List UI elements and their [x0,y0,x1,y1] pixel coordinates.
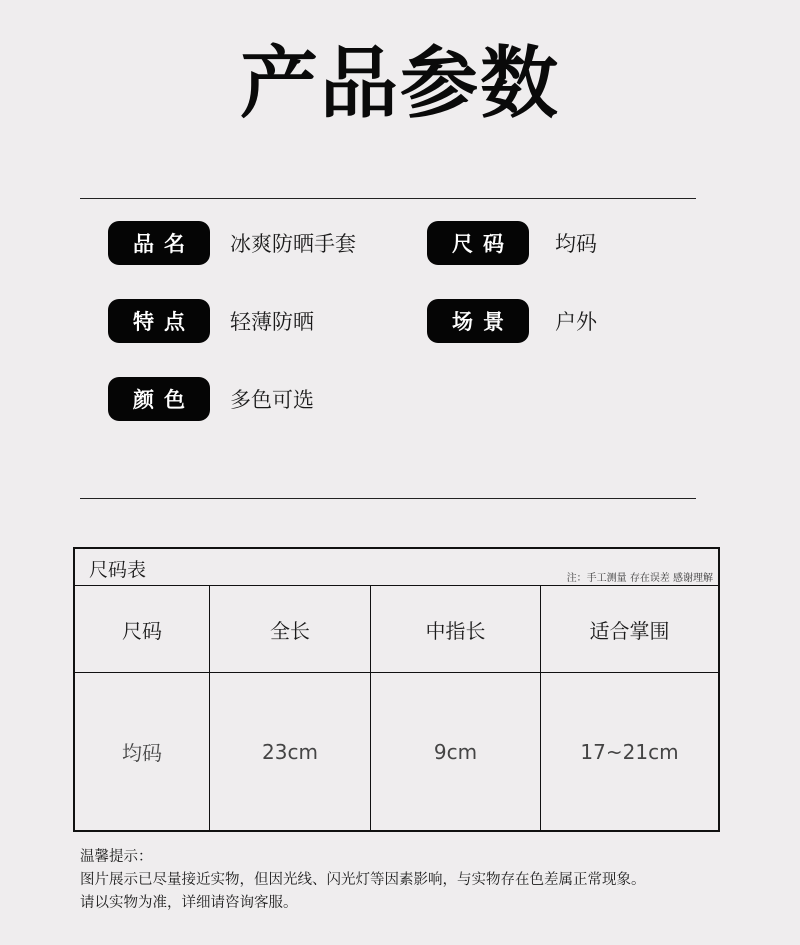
cell-middle-finger: 9cm [371,673,541,830]
tips-line-1: 图片展示已尽量接近实物，但因光线、闪光灯等因素影响，与实物存在色差属正常现象。 [80,872,646,888]
param-label-scene: 场景 [427,299,529,343]
tips-line-2: 请以实物为准，详细请咨询客服。 [80,895,298,911]
param-value-product-name: 冰爽防晒手套 [230,232,356,256]
param-value-scene: 户外 [555,310,597,334]
param-value-size: 均码 [555,232,597,256]
column-header-middle-finger: 中指长 [371,586,541,673]
param-feature [108,299,314,343]
size-table-title: 尺码表 [89,559,147,581]
warm-tips [80,846,646,915]
tips-heading: 温馨提示： [80,849,153,865]
page-title: 产品参数 [239,39,560,129]
cell-palm-circumference: 17~21cm [580,739,679,764]
param-product-name [108,221,356,265]
param-color [108,377,314,421]
size-table [73,547,720,832]
column-header-palm-circumference: 适合掌围 [541,586,718,673]
size-table-grid [75,586,718,830]
param-label-color: 颜色 [108,377,210,421]
size-table-note: 注：手工测量 存在误差 感谢理解 [566,573,713,584]
column-header-length: 全长 [210,586,371,673]
cell-size: 均码 [75,673,210,830]
param-label-size: 尺码 [427,221,529,265]
cell-length: 23cm [210,673,371,830]
bottom-divider [80,498,696,499]
top-divider [80,198,696,199]
param-label-feature: 特点 [108,299,210,343]
param-label-product-name: 品名 [108,221,210,265]
param-scene [427,299,597,343]
param-value-feature: 轻薄防晒 [230,310,314,334]
column-header-size: 尺码 [75,586,210,673]
param-size [427,221,597,265]
size-table-header [75,549,718,586]
param-value-color: 多色可选 [230,388,314,412]
